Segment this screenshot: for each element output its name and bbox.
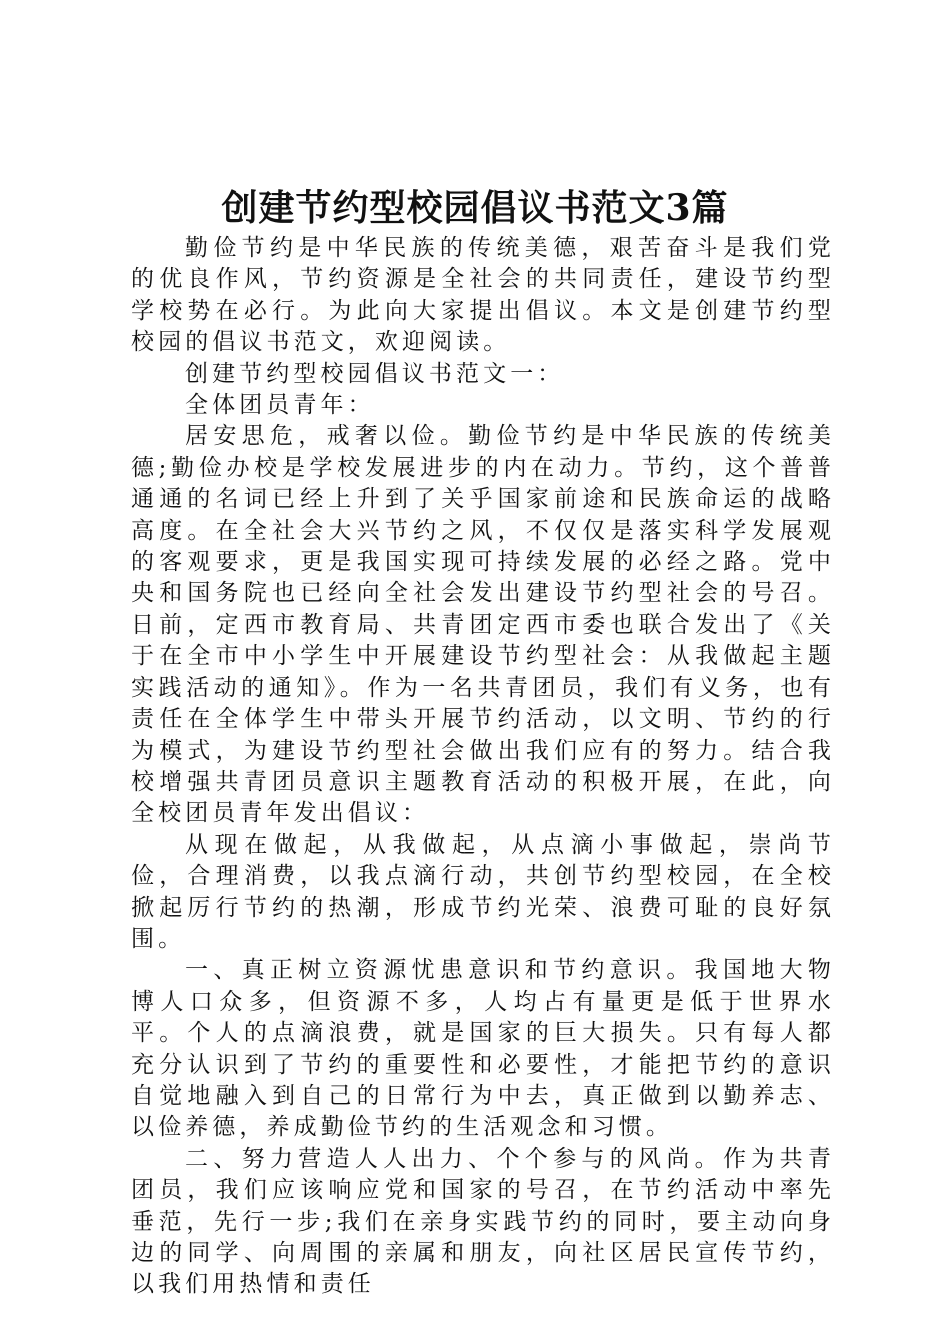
salutation: 全体团员青年： [185, 392, 375, 419]
section-heading: 创建节约型校园倡议书范文一： [185, 360, 565, 387]
body-paragraph: 一、真正树立资源忧患意识和节约意识。我国地大物博人口众多，但资源不多，人均占有量更是低于世界水平。个人的点滴浪费，就是国家的巨大损失。只有每人都充分认识到了节约的重要性和必要性，才能把节约的意识自觉地融入到自己的日常行为中去，真正做到以勤养志、以俭养德，养成勤俭节约的生活观念和习惯。 [131, 957, 835, 1141]
document-title: 创建节约型校园倡议书范文3篇 [221, 187, 729, 229]
intro-paragraph: 勤俭节约是中华民族的传统美德，艰苦奋斗是我们党的优良作风，节约资源是全社会的共同责任，建设节约型学校势在必行。为此向大家提出倡议。本文是创建节约型校园的倡议书范文，欢迎阅读。 [131, 235, 835, 356]
body-paragraph: 居安思危，戒奢以俭。勤俭节约是中华民族的传统美德;勤俭办校是学校发展进步的内在动力。节约，这个普普通通的名词已经上升到了关乎国家前途和民族命运的战略高度。在全社会大兴节约之风，不仅仅是落实科学发展观的客观要求，更是我国实现可持续发展的必经之路。党中央和国务院也已经向全社会发出建设节约型社会的号召。日前，定西市教育局、共青团定西市委也联合发出了《关于在全市中小学生中开展建设节约型社会：从我做起主题实践活动的通知》。作为一名共青团员，我们有义务，也有责任在全体学生中带头开展节约活动，以文明、节约的行为模式，为建设节约型社会做出我们应有的努力。结合我校增强共青团员意识主题教育活动的积极开展，在此，向全校团员青年发出倡议： [131, 423, 835, 827]
body-paragraph: 二、努力营造人人出力、个个参与的风尚。作为共青团员，我们应该响应党和国家的号召，在节约活动中率先垂范，先行一步;我们在亲身实践节约的同时，要主动向身边的同学、向周围的亲属和朋友，向社区居民宣传节约，以我们用热情和责任 [131, 1145, 835, 1298]
body-paragraph: 从现在做起，从我做起，从点滴小事做起，崇尚节俭，合理消费，以我点滴行动，共创节约型校园，在全校掀起厉行节约的热潮，形成节约光荣、浪费可耻的良好氛围。 [131, 831, 835, 952]
document-body [131, 233, 835, 1301]
